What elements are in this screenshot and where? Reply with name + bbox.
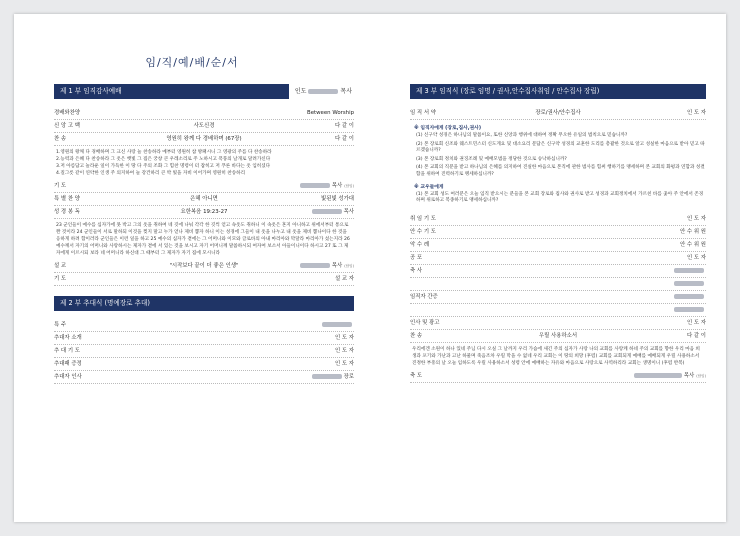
- order-row: 취 임 기 도 인 도 자: [410, 213, 706, 226]
- order-row: 성 경 봉 독 요한복음 19:23-27 목사: [54, 206, 354, 219]
- order-row: [410, 304, 706, 317]
- order-row: 신 앙 고 백 사도신경 다 같 이: [54, 120, 354, 133]
- right-column: [410, 84, 706, 383]
- left-column: [54, 84, 354, 384]
- order-row: 특 별 찬 양 은혜 아니면 빛된빛 성가대: [54, 193, 354, 206]
- order-row: 공 포 인 도 자: [410, 252, 706, 265]
- vow-question: (2) 본 장로회 신조와 웨스트민스터 신도게요 및 대소요리 문답은 신구약 성경의 교훈한 도리를 총괄한 것으로 알고 성실한 마음으로 받아 믿고 따르겠습니까?: [416, 141, 705, 154]
- part1-header: 제 1 부 임직감사예배: [54, 84, 354, 99]
- page-title: 임/직/예/배/순/서: [145, 56, 239, 69]
- vow-congregation-heading: ※ 교우들에게: [414, 184, 444, 190]
- order-row: 임직자 간증: [410, 291, 706, 304]
- vow-question: (3) 본 장로회 정치와 권징조례 및 예배모범을 정당한 것으로 승낙하십니까?: [416, 156, 567, 162]
- vow-question: (1) 본 교회 성도 여러분은 오늘 임직 받으시는 분들을 본 교회 장로와 집사와 권사로 받고 성경과 교회정치에서 가르친 바를 좇아 주 안에서 존경하며 위로하고 복종하기로 맹세하십니까?: [416, 191, 704, 204]
- order-row: 악 수 례 안 수 위 원: [410, 239, 706, 252]
- order-row: 안 수 기 도 안 수 위 원: [410, 226, 706, 239]
- hymn-verse: 1.영원의 왕께 다 경배하며 그 크신 사랑 늘 찬송하라 예부터 영원히 참 방패시니 그 영광의 주를 다 찬송하라: [56, 150, 272, 155]
- vow-officers-heading: ※ 임직자에게 (장로,집사,권사): [414, 126, 482, 131]
- order-row: 추대자 인사 장로: [54, 371, 354, 384]
- redacted-name: [674, 294, 704, 299]
- order-row: 추 대 기 도 인 도 자: [54, 345, 354, 358]
- hymn-verse: 2.능력과 은혜 다 찬송하라 그 옷은 햇빛 그 집은 궁창 큰 우레소리로 주 노하시고 폭풍의 날개로 달려가신다: [56, 157, 271, 162]
- redacted-name: [308, 89, 338, 94]
- part2-header: 제 2 부 추대식 (명예장로 추대): [54, 296, 354, 311]
- order-row: 인사 및 광고 인 도 자: [410, 317, 706, 330]
- hymn-verse: 4.질그릇 같이 연약한 인생 주 의지하여 늘 강건하리 큰 박 빛을 자비 이어가며 영원히 찬송하리: [56, 171, 246, 176]
- redacted-name: [312, 209, 342, 214]
- benediction-row: 축 도 목사 (담임): [410, 370, 706, 383]
- hymn-verse: 3.저 아름답고 놀라운 일이 가득한 이 땅 다 주의 조화 그 힘찬 명령이 터 잡히고 저 푸른 바다는 옷 입히셨다: [56, 164, 271, 169]
- part3-header: 제 3 부 임직식 (장로 임명 / 권사,안수집사취임 / 안수집사 장립): [410, 84, 706, 99]
- hymn-lyrics: [54, 146, 354, 180]
- redacted-name: [674, 281, 704, 286]
- program-sheet: [14, 14, 726, 522]
- redacted-name: [300, 263, 330, 268]
- order-row: 찬 송 영원히 왕께 다 경배하며 (67장) 다 같 이: [54, 133, 354, 146]
- order-row: 축 사: [410, 265, 706, 278]
- redacted-name: [674, 307, 704, 312]
- order-row: 추대자 소개 인 도 자: [54, 332, 354, 345]
- part1-header-wrap: [54, 84, 354, 99]
- order-row: 기 도 목사 (담임): [54, 180, 354, 193]
- order-row: 임 직 서 약 장로/권사/안수집사 인 도 자: [410, 107, 706, 120]
- redacted-name: [312, 374, 342, 379]
- hymn-lyrics-right: 우리에겐 소원이 하나 있네 주님 다시 오실 그 날까지 우리 가슴에 새긴 주의 십자가 사랑 나의 교회를 사랑케 하네 주의 교회를 향한 우리 마음 희생과 포기와 가난과 고난 하물며 죽음조차 우릴 막을 수 없네 우리 교회는 이 땅의 희망 (후렴) 교회를 교회되게 예배를 예배되게 우릴 사용하소서 진정한 부흥의 날 오늘 임하도록 우릴 사용하소서 성령 안에 예배하는 자유와 마음으로 사랑으로 사역하리라 교회는 생명이니 (후렴 반복): [412, 346, 700, 366]
- order-row: [410, 278, 706, 291]
- order-row: 찬 송 우릴 사용하소서 다 같 이: [410, 330, 706, 343]
- part2-header-wrap: [54, 296, 354, 311]
- order-row: 경배와찬양 Between Worship: [54, 107, 354, 120]
- order-row: 기 도 설 교 자: [54, 273, 354, 286]
- redacted-name: [300, 183, 330, 188]
- vow-question: (1) 신구약 성경은 하나님의 말씀이요, 또한 신앙과 행위에 대하여 정확 무오한 유일의 법칙으로 믿습니까?: [416, 133, 628, 138]
- redacted-name: [674, 268, 704, 273]
- order-row: 설 교 "시작보다 끝이 더 좋은 인생" 목사 (담임): [54, 260, 354, 273]
- scripture-text: 23 군인들이 예수를 십자가에 못 박고 그의 옷을 취하여 네 깃에 나눠 각각 한 깃씩 얻고 속옷도 취하니 이 속옷은 혼지 아니하고 위에서부터 통으로 짠 것이라 24 군인들이 서로 말하되 이것을 찢지 말고 누가 얻나 제비 뽑자 하니 이는 성경에 그들이 내 옷을 나누고 내 옷을 제비 뽑나이다 한 것을 응하게 하려 함이러라 군인들은 이런 일을 하고 25 예수의 십자가 곁에는 그 어머니와 이모와 글로바의 아내 마리아와 막달라 마리아가 섰는지라 26 예수께서 자기의 어머니와 사랑하시는 제자가 곁에 서 있는 것을 보시고 자기 어머니께 말씀하시되 여자여 보소서 아들이니이다 하시고 27 또 그 제자에게 이르시되 보라 네 어머니라 하신대 그 때부터 그 제자가 자기 집에 모시니라: [56, 223, 350, 256]
- vow-question: (4) 본 교회의 직분을 받고 하나님의 은혜를 의지하여 진실한 마음으로 본직에 관한 범사를 힘써 행하기를 맹세하며 본 교회의 화평과 연합과 성결함을 위하여 진력하기로 맹세하십니까?: [416, 165, 705, 177]
- part1-leader: 인도 목사: [289, 84, 354, 99]
- order-row: 추대패 증정 인 도 자: [54, 358, 354, 371]
- redacted-name: [322, 322, 352, 327]
- order-row: 특 주: [54, 319, 354, 332]
